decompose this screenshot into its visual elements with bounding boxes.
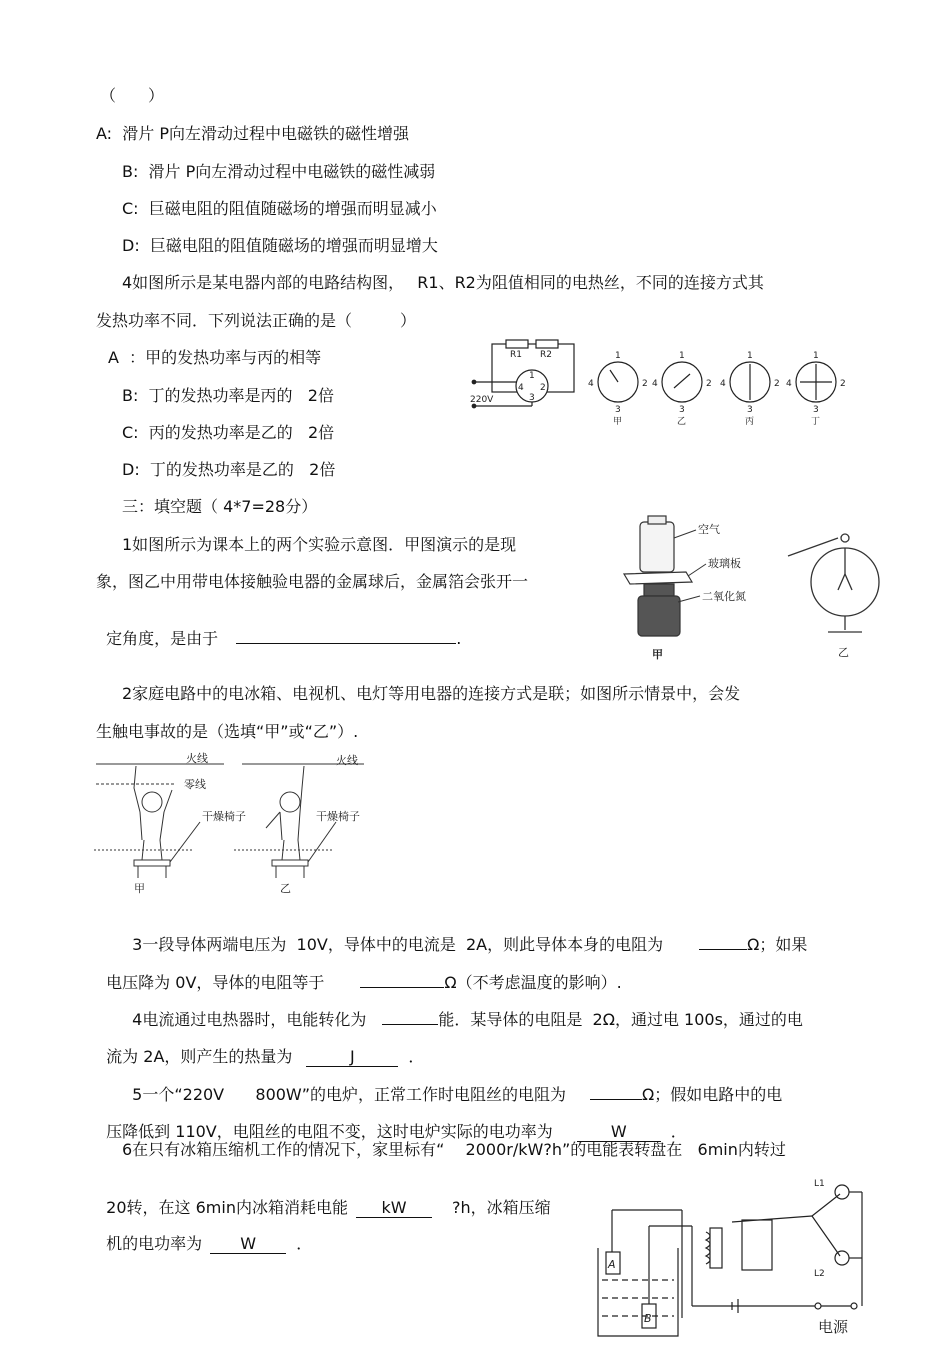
q4-option-d: D: 丁的发热功率是乙的 2倍 [122, 460, 336, 479]
f6-blank-2[interactable]: W [210, 1235, 286, 1254]
svg-text:4: 4 [652, 379, 658, 389]
f1-line3: 定角度，是由于 . [106, 629, 462, 648]
label-ding: 丁 [811, 417, 821, 427]
r1-label: R1 [510, 350, 522, 360]
svg-text:1: 1 [529, 371, 535, 381]
f3-blank-1[interactable] [699, 949, 747, 950]
svg-text:3: 3 [615, 405, 621, 415]
label-jia: 甲 [652, 648, 663, 661]
label-b: B [644, 1312, 652, 1325]
label-yi: 乙 [677, 417, 687, 427]
label-glass: 玻璃板 [708, 557, 741, 570]
f5-line1: 5一个“220V 800W”的电炉，正常工作时电阻丝的电阻为 Ω；假如电路中的电 [132, 1085, 783, 1104]
f2-electric-shock-figure [94, 750, 384, 896]
label-yi: 乙 [280, 882, 291, 895]
label-power-source: 电源 [818, 1318, 849, 1336]
label-air: 空气 [698, 523, 720, 536]
svg-text:1: 1 [747, 351, 753, 361]
f6-relay-circuit-figure [592, 1176, 870, 1340]
f6-line2: 20转，在这 6min内冰箱消耗电能 kW ?h，冰箱压缩 [106, 1198, 551, 1217]
svg-text:3: 3 [747, 405, 753, 415]
f6-line1: 6在只有冰箱压缩机工作的情况下，家里标有“ 2000r/kW?h”的电能表转盘在 6min内转过 [122, 1140, 786, 1159]
r2-label: R2 [540, 350, 552, 360]
f1-line1: 1如图所示为课本上的两个实验示意图．甲图演示的是现 [122, 535, 517, 554]
label-live-wire: 火线 [336, 754, 358, 767]
svg-text:3: 3 [679, 405, 685, 415]
q4-stem-line1: 4如图所示是某电器内部的电路结构图， R1、R2为阻值相同的电热丝，不同的连接方式其 [122, 273, 764, 292]
f2-line1: 2家庭电路中的电冰箱、电视机、电灯等用电器的连接方式是联；如图所示情景中，会发 [122, 684, 741, 703]
f4-blank-2[interactable]: J [306, 1048, 398, 1067]
svg-text:4: 4 [518, 383, 524, 393]
f5-blank-1[interactable] [590, 1099, 642, 1100]
svg-text:2: 2 [840, 379, 846, 389]
label-bing: 丙 [745, 417, 755, 427]
f6-blank-1[interactable]: kW [356, 1199, 432, 1218]
section-heading: 三：填空题（ 4*7=28分） [122, 497, 318, 516]
svg-text:2: 2 [540, 383, 546, 393]
f1-blank[interactable] [236, 643, 456, 644]
f4-line2: 流为 2A，则产生的热量为 J ． [106, 1047, 425, 1066]
f2-line2: 生触电事故的是（选填“甲”或“乙”）. [96, 722, 359, 741]
f5-blank-2[interactable]: W [577, 1123, 661, 1142]
svg-text:4: 4 [588, 379, 594, 389]
option-d: D: 巨磁电阻的阻值随磁场的增强而明显增大 [122, 236, 438, 255]
option-a: A: 滑片 P向左滑动过程中电磁铁的磁性增强 [96, 124, 409, 143]
f4-blank-1[interactable] [382, 1024, 438, 1025]
svg-text:4: 4 [786, 379, 792, 389]
label-jia: 甲 [613, 417, 623, 427]
f3-line2: 电压降为 0V，导体的电阻等于 Ω（不考虑温度的影响）. [106, 973, 622, 992]
svg-text:1: 1 [679, 351, 685, 361]
svg-text:4: 4 [720, 379, 726, 389]
voltage-label: 220V [470, 395, 494, 405]
label-live-wire: 火线 [186, 752, 208, 765]
label-jia: 甲 [134, 882, 145, 895]
f3-blank-2[interactable] [360, 987, 444, 988]
svg-text:1: 1 [615, 351, 621, 361]
option-c: C: 巨磁电阻的阻值随磁场的增强而明显减小 [122, 199, 437, 218]
svg-text:2: 2 [774, 379, 780, 389]
f4-line1: 4电流通过电热器时，电能转化为 能．某导体的电阻是 2Ω，通过电 100s，通过的电 [132, 1010, 803, 1029]
label-a: A [608, 1258, 616, 1271]
label-l2: L2 [814, 1269, 825, 1279]
label-dry-chair: 干燥椅子 [316, 810, 360, 823]
option-b: B: 滑片 P向左滑动过程中电磁铁的磁性减弱 [122, 162, 436, 181]
q4-option-b: B: 丁的发热功率是丙的 2倍 [122, 386, 334, 405]
label-yi: 乙 [838, 646, 849, 659]
svg-text:2: 2 [706, 379, 712, 389]
label-no2: 二氧化氮 [702, 590, 746, 603]
label-neutral-wire: 零线 [184, 778, 206, 791]
label-dry-chair: 干燥椅子 [202, 810, 246, 823]
f5-line2: 压降低到 110V，电阻丝的电阻不变，这时电炉实际的电功率为 W ． [106, 1122, 687, 1141]
svg-text:3: 3 [529, 393, 535, 403]
f1-experiment-figure [616, 512, 886, 664]
f6-line3: 机的电功率为 W ． [106, 1234, 313, 1253]
q4-option-c: C: 丙的发热功率是乙的 2倍 [122, 423, 335, 442]
f1-line2: 象，图乙中用带电体接触验电器的金属球后，金属箔会张开一 [96, 572, 529, 591]
q4-option-a: A ：甲的发热功率与丙的相等 [108, 348, 322, 367]
q4-stem-line2: 发热功率不同．下列说法正确的是（ ） [96, 311, 417, 330]
answer-bracket: （ ） [100, 86, 165, 105]
q4-circuit-figure [470, 338, 860, 430]
label-l1: L1 [814, 1179, 825, 1189]
f3-line1: 3一段导体两端电压为 10V，导体中的电流是 2A，则此导体本身的电阻为 Ω；如果 [132, 935, 808, 954]
svg-text:1: 1 [813, 351, 819, 361]
svg-text:3: 3 [813, 405, 819, 415]
svg-text:2: 2 [642, 379, 648, 389]
